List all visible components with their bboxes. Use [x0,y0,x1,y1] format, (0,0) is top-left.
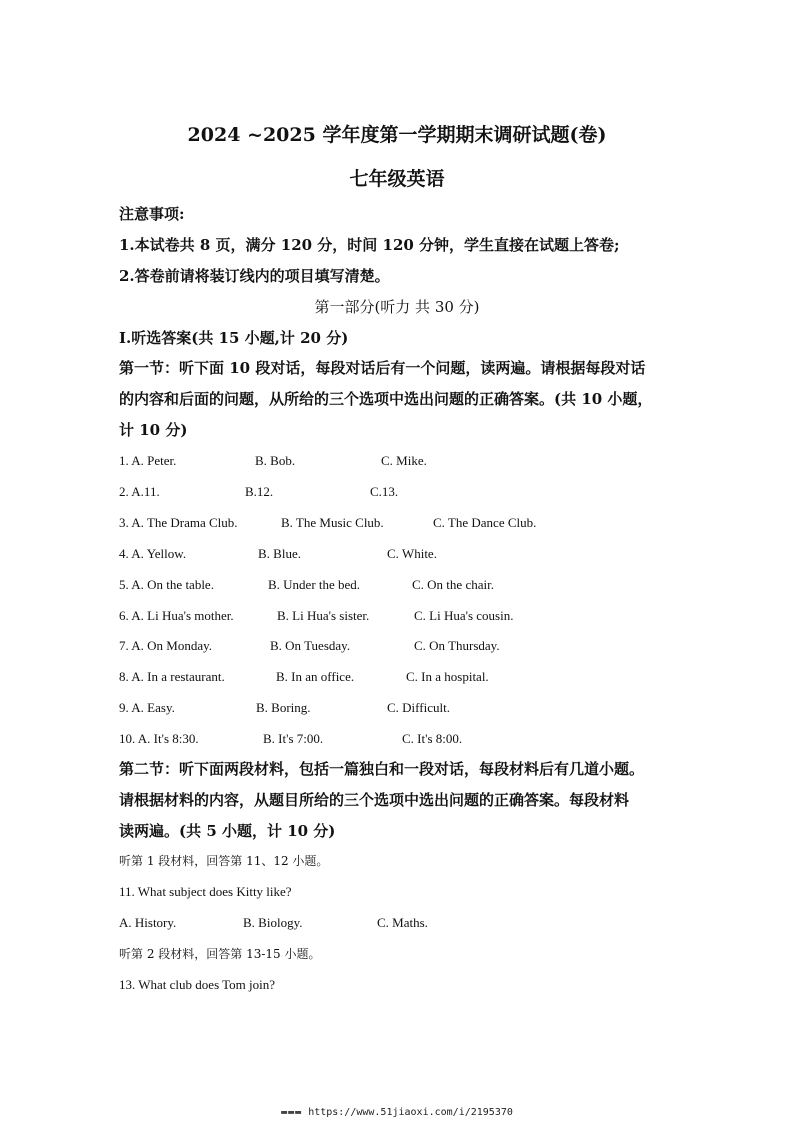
exam-subtitle: 七年级英语 [349,168,445,190]
question-11: 11. What subject does Kitty like? [119,884,292,899]
exam-title: 2024 ~2025 学年度第一学期期末调研试题(卷) [187,124,607,146]
option-a: 7. A. On Monday. [119,638,213,653]
jie2-instruction-line-3: 读两遍。(共 5 小题，计 10 分) [119,822,336,840]
option-c: C. Mike. [381,453,427,468]
option-a: 8. A. In a restaurant. [119,669,225,684]
footer-dots: ▬▬▬ [281,1107,303,1118]
option-b: B. In an office. [276,669,355,684]
section1-heading: Ⅰ.听选答案(共 15 小题,计 20 分) [119,329,349,347]
option-c: C. It's 8:00. [402,731,463,746]
question-13: 13. What club does Tom join? [119,977,276,992]
jie2-instruction-line-1: 第二节：听下面两段材料，包括一篇独白和一段对话，每段材料后有几道小题。 [119,760,645,778]
option-b: B. Blue. [258,546,301,561]
option-b: B. Boring. [256,700,311,715]
material-2-note: 听第 2 段材料，回答第 13-15 小题。 [119,947,321,961]
option-c: C. The Dance Club. [433,515,537,530]
option-b: B. Biology. [243,915,303,930]
option-c: C.13. [370,484,399,499]
jie2-instruction-line-2: 请根据材料的内容，从题目所给的三个选项中选出问题的正确答案。每段材料 [119,791,630,809]
option-b: B. The Music Club. [281,515,384,530]
option-b: B. On Tuesday. [270,638,351,653]
option-b: B. It's 7:00. [263,731,324,746]
option-b: B.12. [245,484,274,499]
option-a: 10. A. It's 8:30. [119,731,199,746]
option-c: C. In a hospital. [406,669,489,684]
jie1-instruction-line-3: 计 10 分) [119,421,188,439]
option-c: C. Difficult. [387,700,450,715]
option-c: C. Li Hua's cousin. [414,608,514,623]
jie1-instruction-line-1: 第一节：听下面 10 段对话，每段对话后有一个问题，读两遍。请根据每段对话 [119,359,646,377]
notice-item-2: 2.答卷前请将装订线内的项目填写清楚。 [119,267,390,285]
material-1-note: 听第 1 段材料，回答第 11、12 小题。 [119,854,329,868]
part1-heading: 第一部分(听力 共 30 分) [314,298,480,316]
jie1-instruction-line-2: 的内容和后面的问题，从所给的三个选项中选出问题的正确答案。(共 10 小题， [119,390,653,408]
option-a: 3. A. The Drama Club. [119,515,238,530]
option-a: 6. A. Li Hua's mother. [119,608,234,623]
option-c: C. On the chair. [412,577,494,592]
option-a: 9. A. Easy. [119,700,175,715]
option-a: A. History. [119,915,177,930]
option-a: 5. A. On the table. [119,577,214,592]
option-a: 4. A. Yellow. [119,546,187,561]
notice-heading: 注意事项: [119,205,185,223]
option-c: C. White. [387,546,437,561]
footer-watermark [0,1107,794,1119]
footer-url[interactable]: https://www.51jiaoxi.com/i/2195370 [308,1107,513,1118]
option-a: 2. A.11. [119,484,160,499]
option-b: B. Li Hua's sister. [277,608,370,623]
option-c: C. On Thursday. [414,638,500,653]
option-b: B. Under the bed. [268,577,361,592]
option-c: C. Maths. [377,915,428,930]
option-b: B. Bob. [255,453,296,468]
notice-item-1: 1.本试卷共 8 页，满分 120 分，时间 120 分钟，学生直接在试题上答卷; [119,236,620,254]
option-a: 1. A. Peter. [119,453,177,468]
